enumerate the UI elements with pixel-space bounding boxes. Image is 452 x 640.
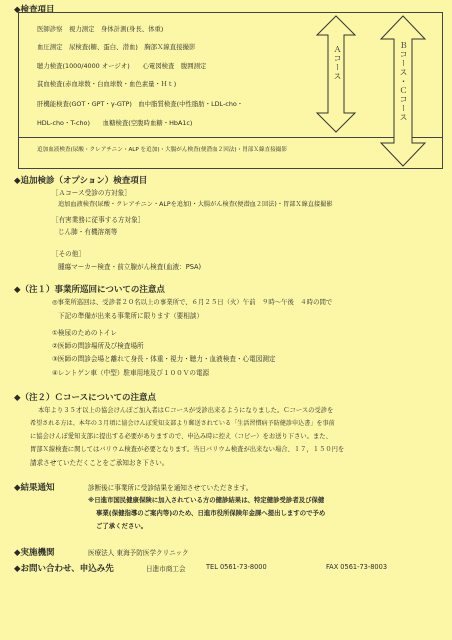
note2-heading: ◆（注２）Ｃコースについての注意点 <box>14 393 156 403</box>
exam-row: HDL-cho・T-cho) 血糖検査(空腹時血糖・HbA1c) <box>37 119 193 127</box>
contact-fax: FAX 0561-73-8003 <box>326 563 388 571</box>
other-text: 腫瘍マーカー検査・前立腺がん検査(血液：PSA) <box>58 263 202 271</box>
org-label: ◆実施機関 <box>14 548 55 558</box>
hazard-target-title: ［有害業務に従事する方対象］ <box>52 216 145 224</box>
result-heading: ◆結果通知 <box>14 483 55 493</box>
exam-row: 聴力検査(1000/4000 オージオ) 心電図検査 腹囲測定 <box>37 62 207 70</box>
note2-line: 本年より３５才以上の協会けんぽご加入者はＣコースが受診出来るようになりました。Ｃコースの受診を <box>38 407 334 414</box>
course-bc-label: Ｂコース・Ｃコース <box>399 41 408 122</box>
exam-heading: ◆検査項目 <box>14 5 55 15</box>
contact-org: 日進市商工会 <box>146 565 186 573</box>
optional-heading: ◆追加検診（オプション）検査項目 <box>14 176 148 186</box>
exam-items-box <box>18 12 443 169</box>
note2-line: に協会けんぽ愛知支部に提出する必要がありますので、申込み時に控え（コピー）をお送り下さい。また、 <box>30 433 332 440</box>
note2-line: 請求させていただくことをご承知おき下さい。 <box>30 459 169 467</box>
note1-item: ②医師の問診場所及び検査場所 <box>52 342 144 350</box>
result-bold-line: ご了承ください。 <box>96 522 148 530</box>
note1-item: ④レントゲン車（中型）駐車用地及び１００Ｖの電源 <box>52 369 210 377</box>
exam-row: 血圧測定 尿検査(糖、蛋白、潜血) 胸部Ｘ線直接撮影 <box>37 43 196 51</box>
note1-heading: ◆（注１）事業所巡回についての注意点 <box>14 285 165 295</box>
note2-line: 希望される方は、本年の３月頃に協会けんぽ愛知支部より郵送されている「生活習慣病予防健診申込書」を事前 <box>30 420 335 427</box>
hazard-target-text: じん肺・有機溶剤等 <box>58 228 118 236</box>
course-a-target-text: 追加血液検査(尿酸・クレアチニン・ALPを追加)・大腸がん検査(便潜血２回法)・胃部Ｘ線直接撮影 <box>58 201 333 208</box>
result-bold-line: 事業(保健指導のご案内等)のため、日進市役所保険年金課へ提出しますので予め <box>96 509 326 517</box>
course-a-target-title: ［Ａコース受診の方対象］ <box>52 189 131 197</box>
result-bold-line: ※日進市国民健康保険に加入されている方の健診結果は、特定健診受診者及び保健 <box>88 496 325 504</box>
org-name: 医療法人 東海予防医学クリニック <box>88 549 189 557</box>
note1-item: ①検尿のためのトイレ <box>52 329 117 337</box>
exam-row: 肝機能検査(GOT・GPT・γ-GTP) 血中脂質検査(中性脂肪・LDL-cho・ <box>37 100 244 108</box>
note1-line1: ◎事業所巡回は、受診者２０名以上の事業所で、６月２５日（火）午前 ９時～午後 ４時の間で <box>52 298 333 306</box>
note2-line: 胃部Ｘ線検査に関してはバリウム検査が必要となります。当日バリウム検査が出来ない場合、１７，１５０円を <box>30 446 345 453</box>
exam-row: 貧血検査(赤血球数・白血球数・血色素量・Ｈｔ) <box>37 80 177 88</box>
result-line: 診断後に事業所に受診結果を通知させていただきます。 <box>88 484 253 492</box>
contact-label: ◆お問い合わせ、申込み先 <box>14 564 114 574</box>
note1-item: ③医師の問診会場と離れて身長・体重・視力・聴力・血液検査・心電図測定 <box>52 355 276 363</box>
exam-row: 医師診察 視力測定 身体計測(身長、体重) <box>37 25 164 33</box>
contact-tel: TEL 0561-73-8000 <box>206 563 267 571</box>
other-title: ［その他］ <box>52 250 85 258</box>
note1-line2: 下記の準備が出来る事業所に限ります（要相談） <box>58 312 204 320</box>
course-a-label: Ａコース <box>333 45 342 81</box>
exam-row: 追加血液検査(尿酸・クレアチニン・ALP を追加)・大腸がん検査(便潜血２回法)・胃部Ｘ線直接撮影 <box>37 147 287 153</box>
